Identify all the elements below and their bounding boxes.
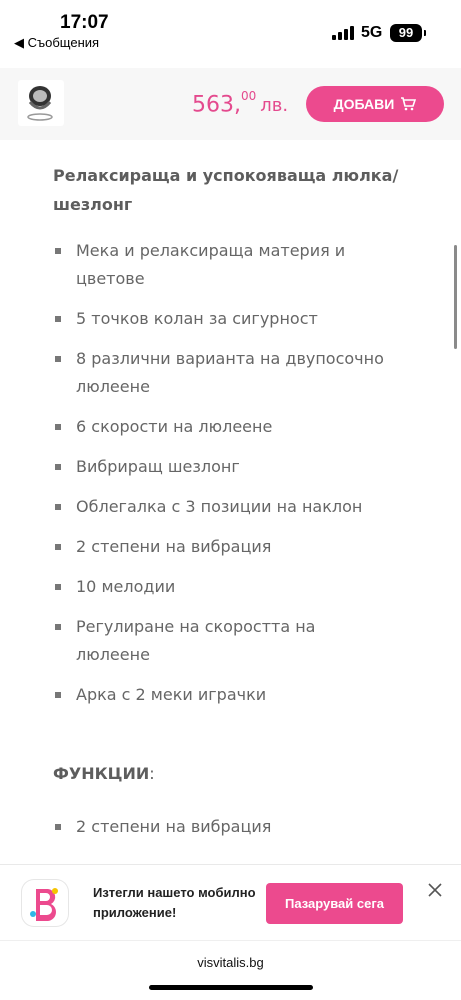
bullet-icon — [55, 584, 61, 590]
add-to-cart-label: ДОБАВИ — [333, 96, 395, 112]
list-item: 8 различни варианта на двупосочно люлеене — [53, 345, 393, 401]
product-thumbnail[interactable] — [18, 80, 64, 126]
list-item: Вибриращ шезлонг — [53, 453, 393, 481]
battery-icon: 99 — [390, 24, 422, 42]
list-item: 5 точков колан за сигурност — [53, 305, 393, 333]
shop-now-button[interactable]: Пазарувай сега — [266, 883, 403, 924]
banner-text: Изтегли нашето мобилно приложение! — [93, 885, 256, 920]
close-icon[interactable] — [427, 882, 443, 898]
cellular-signal-icon — [332, 26, 354, 40]
home-indicator[interactable] — [149, 985, 313, 990]
list-item: 2 степени на вибрация — [53, 813, 393, 841]
bullet-icon — [55, 356, 61, 362]
add-to-cart-button[interactable] — [306, 86, 444, 122]
list-item: Мека и релаксираща материя и цветове — [53, 237, 393, 293]
description-heading: Релаксираща и успокояваща люлка/ шезлонг — [53, 166, 399, 214]
back-to-messages-link[interactable]: ◀ Съобщения — [14, 35, 100, 50]
network-type: 5G — [361, 24, 383, 41]
bullet-icon — [55, 464, 61, 470]
bullet-icon — [55, 692, 61, 698]
list-item: 6 скорости на люлеене — [53, 413, 393, 441]
list-item: 10 мелодии — [53, 573, 393, 601]
product-price: 563,00 лв. — [192, 89, 289, 118]
cart-icon — [400, 97, 416, 111]
list-item: Регулиране на скоростта на люлеене — [53, 613, 393, 669]
functions-heading: ФУНКЦИИ: — [53, 764, 155, 783]
status-time: 17:07 — [60, 12, 109, 33]
scrollbar[interactable] — [454, 245, 457, 349]
app-logo-icon — [22, 880, 68, 926]
bullet-icon — [55, 248, 61, 254]
bullet-icon — [55, 824, 61, 830]
app-download-banner — [0, 864, 461, 941]
bullet-icon — [55, 504, 61, 510]
list-item: Арка с 2 меки играчки — [53, 681, 393, 709]
bullet-icon — [55, 424, 61, 430]
list-item: 2 степени на вибрация — [53, 533, 393, 561]
bullet-icon — [55, 544, 61, 550]
status-bar — [0, 0, 461, 64]
url-text[interactable]: visvitalis.bg — [197, 955, 264, 970]
functions-list — [53, 813, 393, 841]
bullet-icon — [55, 316, 61, 322]
feature-list — [53, 237, 393, 709]
browser-address-bar[interactable] — [0, 940, 461, 1000]
list-item: Облегалка с 3 позиции на наклон — [53, 493, 393, 521]
bullet-icon — [55, 624, 61, 630]
